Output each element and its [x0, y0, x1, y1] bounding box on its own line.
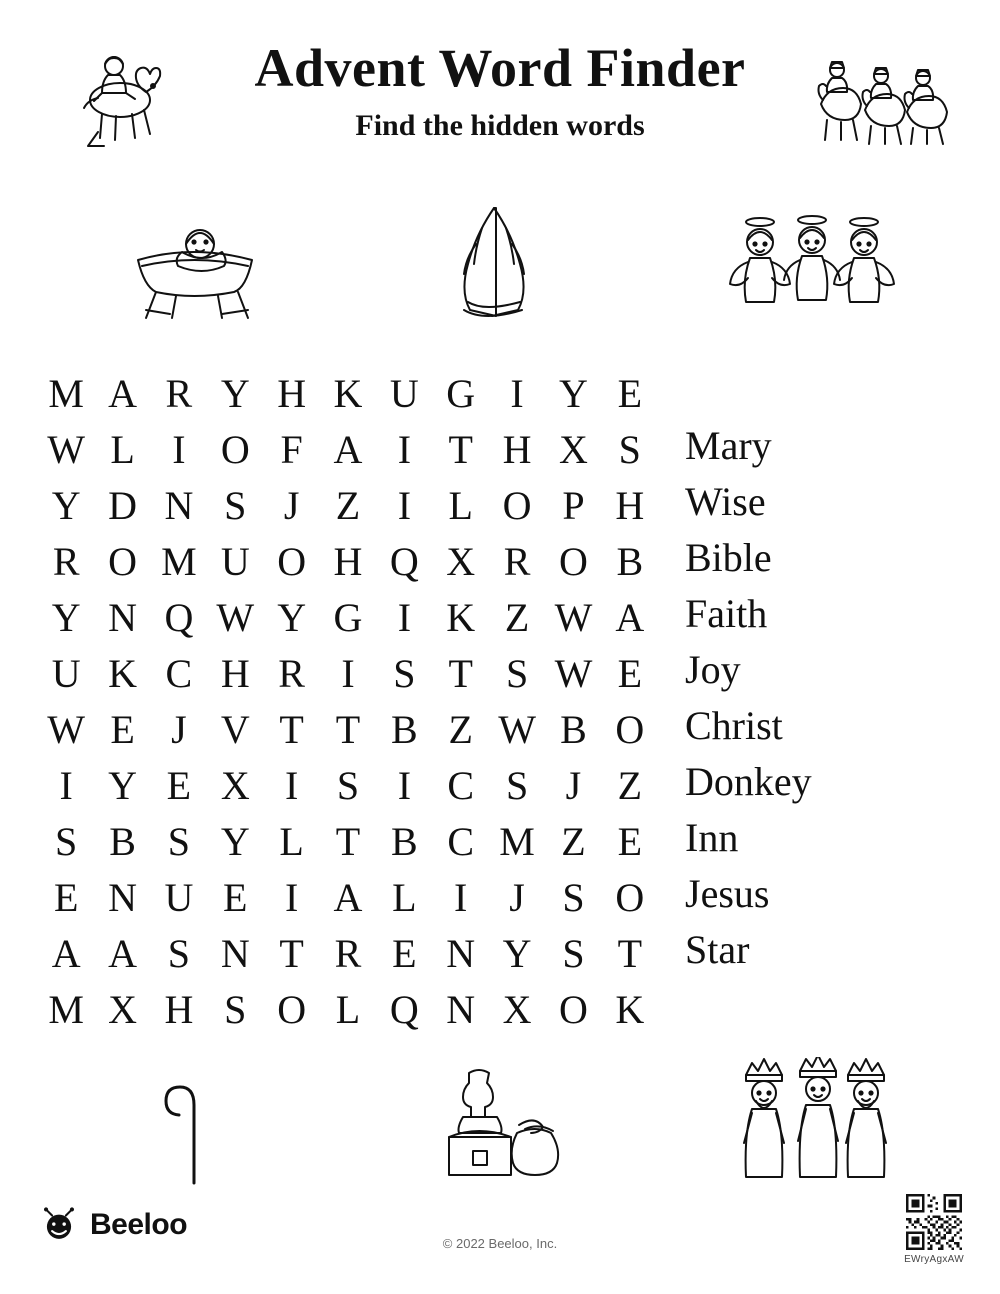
grid-cell[interactable]: S	[505, 651, 529, 696]
grid-cell[interactable]: M	[48, 371, 84, 416]
grid-cell[interactable]: L	[448, 483, 473, 528]
grid-cell[interactable]: S	[393, 651, 416, 696]
grid-cell[interactable]: O	[559, 539, 588, 584]
grid-cell[interactable]: X	[220, 763, 250, 808]
word-list-item[interactable]: Bible	[685, 535, 772, 580]
grid-cell[interactable]: T	[448, 427, 473, 472]
word-list-item[interactable]: Donkey	[685, 759, 812, 804]
grid-cell[interactable]: E	[223, 875, 248, 920]
decoration-row-top	[0, 198, 1000, 328]
grid-cell[interactable]: J	[171, 707, 187, 752]
grid-cell[interactable]: S	[167, 819, 191, 864]
grid-cell[interactable]: Z	[617, 763, 643, 808]
word-search-grid	[38, 366, 658, 1038]
grid-cell[interactable]: X	[108, 987, 137, 1032]
grid-cell[interactable]: O	[277, 987, 307, 1032]
grid-cell[interactable]: E	[617, 651, 643, 696]
grid-cell[interactable]: A	[615, 595, 645, 640]
grid-cell[interactable]: U	[51, 651, 81, 696]
grid-cell[interactable]: H	[220, 651, 250, 696]
grid-cell[interactable]: B	[109, 819, 136, 864]
grid-cell[interactable]: N	[220, 931, 250, 976]
grid-cell[interactable]: I	[59, 763, 73, 808]
grid-cell[interactable]: P	[562, 483, 585, 528]
grid-cell[interactable]: Z	[335, 483, 361, 528]
grid-cell[interactable]: A	[333, 875, 363, 920]
grid-cell[interactable]: T	[335, 707, 361, 752]
brand-name: Beeloo	[90, 1208, 188, 1241]
grid-cell[interactable]: I	[284, 875, 299, 920]
grid-cell[interactable]: U	[220, 539, 250, 584]
grid-cell[interactable]: R	[52, 539, 80, 584]
grid-cell[interactable]: Y	[108, 763, 137, 808]
grid-cell[interactable]: S	[618, 427, 641, 472]
grid-cell[interactable]: G	[446, 371, 476, 416]
grid-cell[interactable]: L	[279, 819, 304, 864]
grid-cell[interactable]: I	[397, 595, 412, 640]
grid-cell[interactable]: R	[165, 371, 193, 416]
grid-cell[interactable]: S	[336, 763, 360, 808]
grid-cell[interactable]: X	[502, 987, 532, 1032]
grid-cell[interactable]: A	[333, 427, 363, 472]
grid-cell[interactable]: L	[335, 987, 361, 1032]
grid-cell[interactable]: R	[278, 651, 305, 696]
grid-cell[interactable]: J	[565, 763, 582, 808]
grid-cell[interactable]: E	[166, 763, 192, 808]
grid-cell[interactable]: Y	[51, 483, 81, 528]
grid-cell[interactable]: X	[446, 539, 476, 584]
grid-cell[interactable]: B	[560, 707, 587, 752]
grid-cell[interactable]: U	[164, 875, 194, 920]
grid-cell[interactable]: K	[615, 987, 645, 1032]
shepherds-staff-icon	[150, 1055, 240, 1185]
page-subtitle: Find the hidden words	[355, 108, 645, 142]
grid-cell[interactable]: Q	[389, 539, 419, 584]
grid-cell[interactable]: O	[615, 707, 645, 752]
grid-cell[interactable]: B	[391, 707, 418, 752]
three-kings-icon	[730, 1057, 900, 1185]
word-list-item[interactable]: Mary	[685, 423, 772, 468]
grid-cell[interactable]: H	[502, 427, 532, 472]
grid-cell[interactable]: O	[615, 875, 645, 920]
grid-cell[interactable]: V	[220, 707, 250, 752]
grid-cell[interactable]: N	[164, 483, 194, 528]
grid-cell[interactable]: W	[47, 707, 86, 752]
grid-cell[interactable]: K	[446, 595, 476, 640]
grid-cell[interactable]: S	[562, 875, 585, 920]
qr-block	[904, 1194, 964, 1265]
grid-cell[interactable]: T	[279, 931, 304, 976]
grid-cell[interactable]: N	[446, 987, 476, 1032]
grid-cell[interactable]: K	[108, 651, 137, 696]
grid-cell[interactable]: A	[51, 931, 81, 976]
grid-cell[interactable]: B	[616, 539, 644, 584]
grid-cell[interactable]: E	[110, 707, 135, 752]
grid-cell[interactable]: L	[392, 875, 417, 920]
grid-cell[interactable]: T	[448, 651, 473, 696]
grid-cell[interactable]: S	[224, 483, 247, 528]
page-header	[0, 40, 1000, 143]
grid-cell[interactable]: H	[277, 371, 307, 416]
grid-cell[interactable]: D	[108, 483, 137, 528]
grid-cell[interactable]: O	[502, 483, 532, 528]
qr-code-label: EWryAgxAW	[904, 1254, 964, 1265]
grid-cell[interactable]: H	[164, 987, 194, 1032]
grid-cell[interactable]: W	[216, 595, 255, 640]
baby-in-manger-icon	[120, 206, 270, 324]
grid-cell[interactable]: Z	[448, 707, 473, 752]
grid-cell[interactable]: I	[510, 371, 524, 416]
grid-cell[interactable]: Z	[561, 819, 586, 864]
grid-cell[interactable]: M	[499, 819, 535, 864]
grid-cell[interactable]: Y	[51, 595, 81, 640]
grid-cell[interactable]: I	[397, 427, 412, 472]
grid-cell[interactable]: O	[220, 427, 250, 472]
grid-cell[interactable]: U	[389, 371, 419, 416]
grid-cell[interactable]: I	[284, 763, 299, 808]
word-list-item[interactable]: Christ	[685, 703, 783, 748]
grid-cell[interactable]: A	[108, 371, 137, 416]
grid-cell[interactable]: S	[505, 763, 529, 808]
grid-cell[interactable]: L	[110, 427, 135, 472]
grid-cell[interactable]: N	[446, 931, 476, 976]
grid-cell[interactable]: C	[447, 763, 475, 808]
grid-cell[interactable]: R	[334, 931, 362, 976]
grid-cell[interactable]: A	[108, 931, 137, 976]
grid-cell[interactable]: C	[447, 819, 475, 864]
grid-cell[interactable]: W	[47, 427, 86, 472]
grid-cell[interactable]: J	[283, 483, 300, 528]
grid-cell[interactable]: S	[167, 931, 191, 976]
grid-cell[interactable]: H	[333, 539, 363, 584]
page-title: Advent Word Finder	[254, 38, 746, 98]
grid-cell[interactable]: I	[341, 651, 355, 696]
grid-cell[interactable]: B	[391, 819, 418, 864]
grid-cell[interactable]: Z	[504, 595, 530, 640]
grid-cell[interactable]: G	[333, 595, 363, 640]
grid-cell[interactable]: M	[48, 987, 84, 1032]
word-list-item[interactable]: Jesus	[685, 871, 770, 916]
word-list	[685, 418, 965, 978]
grid-cell[interactable]: E	[617, 819, 643, 864]
grid-cell[interactable]: I	[454, 875, 468, 920]
word-list-item[interactable]: Joy	[685, 647, 741, 692]
grid-cell[interactable]: S	[562, 931, 585, 976]
grid-cell[interactable]: Y	[277, 595, 307, 640]
praying-hands-icon	[430, 198, 560, 326]
word-list-item[interactable]: Inn	[685, 815, 739, 860]
grid-cell[interactable]: Y	[502, 931, 532, 976]
grid-cell[interactable]: Q	[164, 595, 194, 640]
grid-cell[interactable]: K	[333, 371, 363, 416]
grid-cell[interactable]: F	[280, 427, 303, 472]
grid-cell[interactable]: E	[392, 931, 417, 976]
grid-cell[interactable]: T	[335, 819, 361, 864]
grid-cell[interactable]: O	[559, 987, 588, 1032]
grid-cell[interactable]: Y	[559, 371, 588, 416]
grid-cell[interactable]: J	[509, 875, 525, 920]
grid-cell[interactable]: X	[559, 427, 588, 472]
grid-cell[interactable]: W	[554, 595, 593, 640]
gifts-treasure-icon	[415, 1063, 575, 1188]
grid-cell[interactable]: E	[53, 875, 79, 920]
grid-cell[interactable]: N	[108, 875, 137, 920]
grid-cell[interactable]: E	[617, 371, 643, 416]
word-list-item[interactable]: Wise	[685, 479, 766, 524]
grid-cell[interactable]: T	[617, 931, 643, 976]
three-angels-icon	[728, 212, 903, 320]
grid-cell[interactable]: Q	[389, 987, 419, 1032]
page-footer	[0, 1184, 1000, 1294]
grid-cell[interactable]: O	[277, 539, 307, 584]
grid-cell[interactable]: W	[554, 651, 593, 696]
grid-cell[interactable]: S	[55, 819, 78, 864]
qr-code-icon	[906, 1194, 962, 1250]
grid-cell[interactable]: I	[172, 427, 186, 472]
decoration-row-bottom	[0, 1045, 1000, 1185]
grid-cell[interactable]: Y	[220, 371, 250, 416]
grid-cell[interactable]: S	[224, 987, 247, 1032]
copyright-text: © 2022 Beeloo, Inc.	[442, 1236, 558, 1251]
word-list-item[interactable]: Faith	[685, 591, 768, 636]
grid-cell[interactable]: Y	[220, 819, 250, 864]
word-list-item[interactable]: Star	[685, 927, 750, 972]
grid-cell[interactable]: R	[503, 539, 531, 584]
grid-cell[interactable]: I	[397, 763, 412, 808]
grid-cell[interactable]: H	[615, 483, 645, 528]
grid-cell[interactable]: I	[397, 483, 412, 528]
grid-cell[interactable]: C	[165, 651, 193, 696]
grid-cell[interactable]: T	[279, 707, 304, 752]
grid-cell[interactable]: O	[108, 539, 137, 584]
grid-cell[interactable]: M	[161, 539, 197, 584]
grid-cell[interactable]: N	[108, 595, 137, 640]
grid-cell[interactable]: W	[498, 707, 536, 752]
